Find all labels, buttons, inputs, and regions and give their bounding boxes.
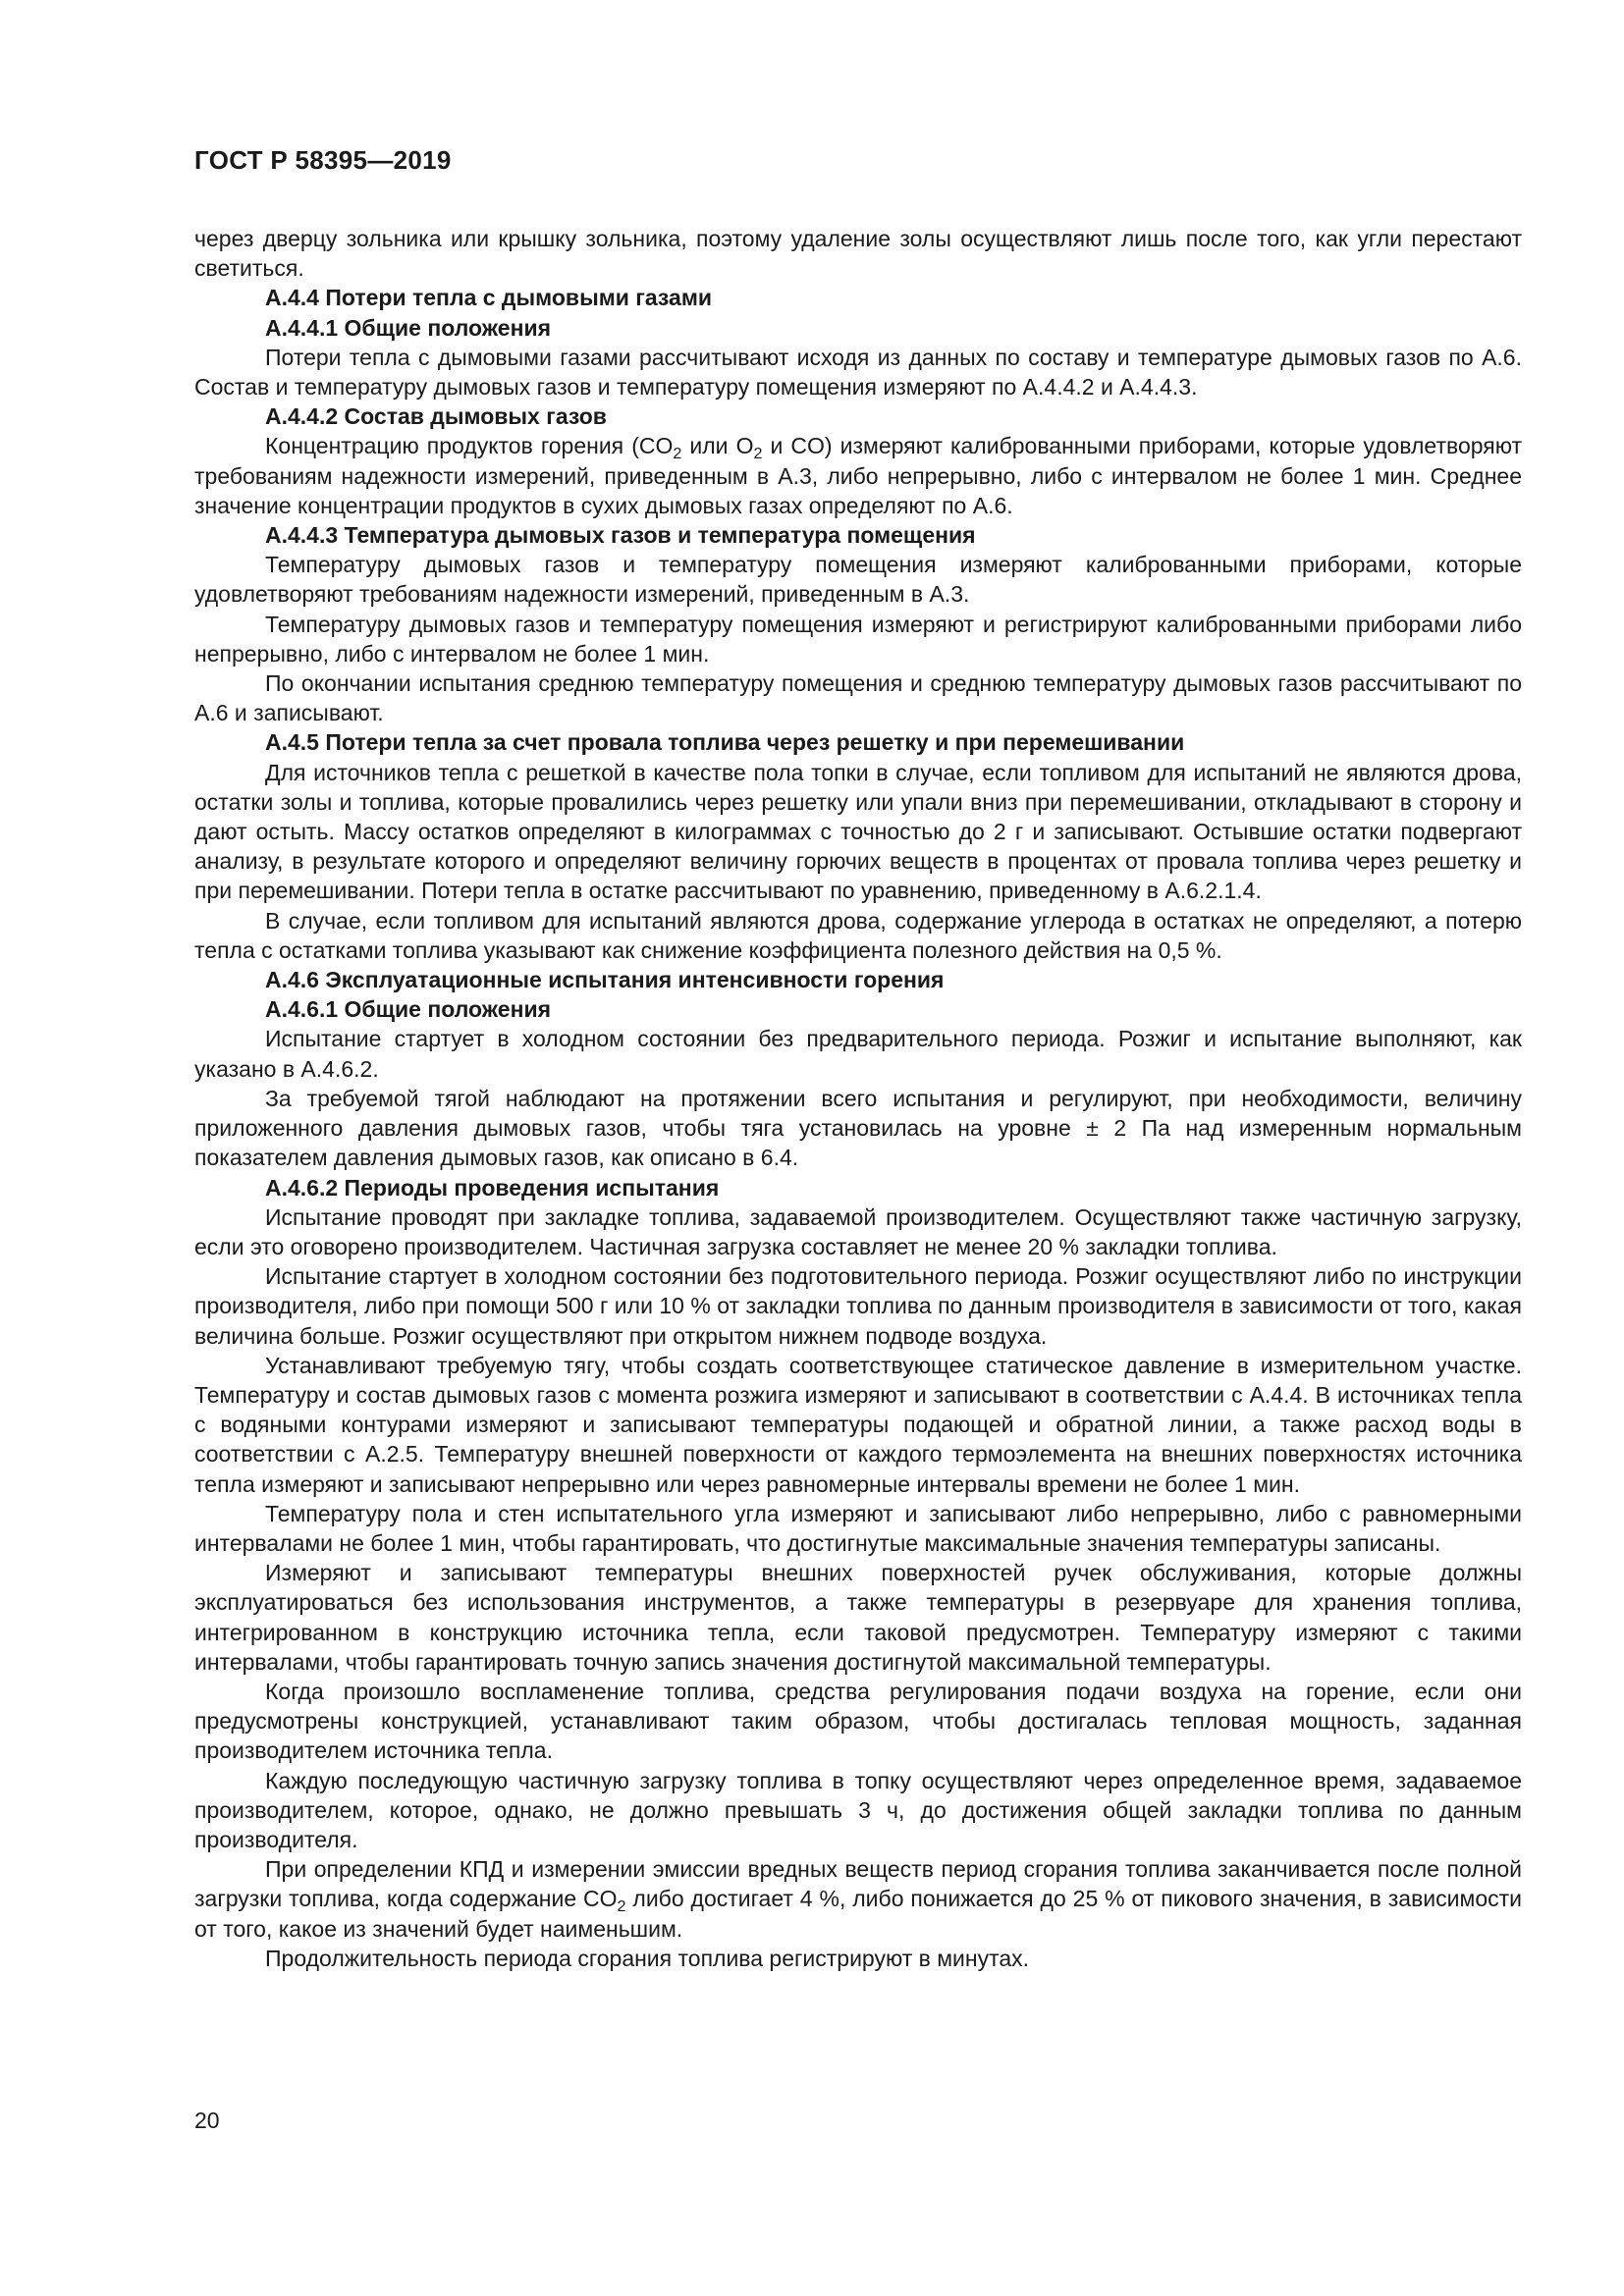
paragraph: Устанавливают требуемую тягу, чтобы создать соответствующее статическое давление в измерительном участке. Температуру и состав дымовых газов с момента розжига измеряют и записывают в соответствии с А.4.4. В источниках тепла с водяными контурами измеряют и записывают температуры подающей и обратной линии, а также расход воды в соответствии с А.2.5. Температуру внешней поверхности от каждого термоэлемента на внешних поверхностях источника тепла измеряют и записывают непрерывно или через равномерные интервалы времени не более 1 мин. [194,1352,1522,1497]
section-heading: А.4.6.1 Общие положения [265,996,552,1023]
subscript: 2 [673,445,682,463]
section-heading: А.4.6.2 Периоды проведения испытания [265,1174,720,1201]
paragraph: Испытание стартует в холодном состоянии без подготовительного периода. Розжиг осуществляют либо по инструкции производителя, либо при помощи 500 г или 10 % от закладки топлива по данным производителя в зависимости от того, какая величина больше. Розжиг осуществляют при открытом нижнем подводе воздуха. [194,1263,1522,1349]
paragraph: Испытание стартует в холодном состоянии без предварительного периода. Розжиг и испытание выполняют, как указано в А.4.6.2. [194,1026,1522,1082]
paragraph: Температуру пола и стен испытательного угла измеряют и записывают либо непрерывно, либо с равномерными интервалами не более 1 мин, чтобы гарантировать, что достигнутые максимальные значения температуры записаны. [194,1500,1522,1556]
text-run: Концентрацию продуктов горения (CO [265,433,674,459]
paragraph: В случае, если топливом для испытаний являются дрова, содержание углерода в остатках не определяют, а потерю тепла с остатками топлива указывают как снижение коэффициента полезного действия на 0,5 %. [194,907,1522,963]
page-number: 20 [194,2108,220,2133]
text-run: При определении КПД и измерении эмиссии вредных веществ период сгорания топлива заканчивается после полной загрузки топлива, когда содержание CO [194,1856,1522,1912]
paragraph [194,1854,1522,1944]
paragraph: Для источников тепла с решеткой в качестве пола топки в случае, если топливом для испытаний не являются дрова, остатки золы и топлива, которые провалились через решетку или упали вниз при перемешивании, откладывают в сторону и дают остыть. Массу остатков определяют в килограммах с точностью до 2 г и записывают. Остывшие остатки подвергают анализу, в результате которого и определяют величину горючих веществ в процентах от провала топлива через решетку и при перемешивании. Потери тепла в остатке рассчитывают по уравнению, приведенному в А.6.2.1.4. [194,759,1522,904]
paragraph: Продолжительность периода сгорания топлива регистрируют в минутах. [265,1945,1030,1971]
paragraph: По окончании испытания среднюю температуру помещения и среднюю температуру дымовых газов рассчитывают по А.6 и записывают. [194,670,1522,726]
paragraph: Измеряют и записывают температуры внешних поверхностей ручек обслуживания, которые должны эксплуатироваться без использования инструментов, а также температуры в резервуаре для хранения топлива, интегрированном в конструкцию источника тепла, если таковой предусмотрен. Температуру измеряют с такими интервалами, чтобы гарантировать точную запись значения достигнутой максимальной температуры. [194,1560,1522,1675]
section-heading: А.4.4.1 Общие положения [265,314,552,341]
text-run: либо достигает 4 %, либо понижается до 25 % от пикового значения, в зависимости от того, какое из значений будет наименьшим. [194,1886,1522,1942]
paragraph [194,431,1522,520]
paragraph: Потери тепла с дымовыми газами рассчитывают исходя из данных по составу и температуре дымовых газов по А.6. Состав и температуру дымовых газов и температуру помещения измеряют по А.4.4.2 и А.4.4.3. [194,344,1522,400]
text-run: или O [681,433,754,459]
paragraph: Испытание проводят при закладке топлива, задаваемой производителем. Осуществляют также частичную загрузку, если это оговорено производителем. Частичная загрузка составляет не менее 20 % закладки топлива. [194,1203,1522,1259]
paragraph: Когда произошло воспламенение топлива, средства регулирования подачи воздуха на горение, если они предусмотрены конструкцией, устанавливают таким образом, чтобы достигалась тепловая мощность, заданная производителем источника тепла. [194,1678,1522,1764]
paragraph: через дверцу зольника или крышку зольника, поэтому удаление золы осуществляют лишь после того, как угли перестают светиться. [194,226,1522,282]
paragraph: За требуемой тягой наблюдают на протяжении всего испытания и регулируют, при необходимости, величину приложенного давления дымовых газов, чтобы тяга установилась на уровне ± 2 Па над измеренным нормальным показателем давления дымовых газов, как описано в 6.4. [194,1085,1522,1171]
subscript: 2 [753,445,763,463]
document-header: ГОСТ Р 58395—2019 [194,145,452,175]
section-heading: А.4.5 Потери тепла за счет провала топлива через решетку и при перемешивании [265,729,1185,756]
text-run: и CO) измеряют калиброванными приборами, которые удовлетворяют требованиям надежности измерений, приведенным в А.3, либо непрерывно, либо с интервалом не более 1 мин. Среднее значение концентрации продуктов в сухих дымовых газах определяют по А.6. [194,433,1522,518]
subscript: 2 [617,1897,626,1916]
paragraph: Температуру дымовых газов и температуру помещения измеряют и регистрируют калиброванными приборами либо непрерывно, либо с интервалом не более 1 мин. [194,611,1522,667]
section-heading: А.4.4.3 Температура дымовых газов и температура помещения [265,522,976,549]
section-heading: А.4.6 Эксплуатационные испытания интенсивности горения [265,967,945,993]
section-heading: А.4.4 Потери тепла с дымовыми газами [265,285,712,311]
section-heading: А.4.4.2 Состав дымовых газов [265,403,607,430]
paragraph: Каждую последующую частичную загрузку топлива в топку осуществляют через определенное время, задаваемое производителем, которое, однако, не должно превышать 3 ч, до достижения общей закладки топлива по данным производителя. [194,1767,1522,1852]
paragraph: Температуру дымовых газов и температуру помещения измеряют калиброванными приборами, которые удовлетворяют требованиям надежности измерений, приведенным в А.3. [194,552,1522,608]
document-body [194,224,1522,1973]
